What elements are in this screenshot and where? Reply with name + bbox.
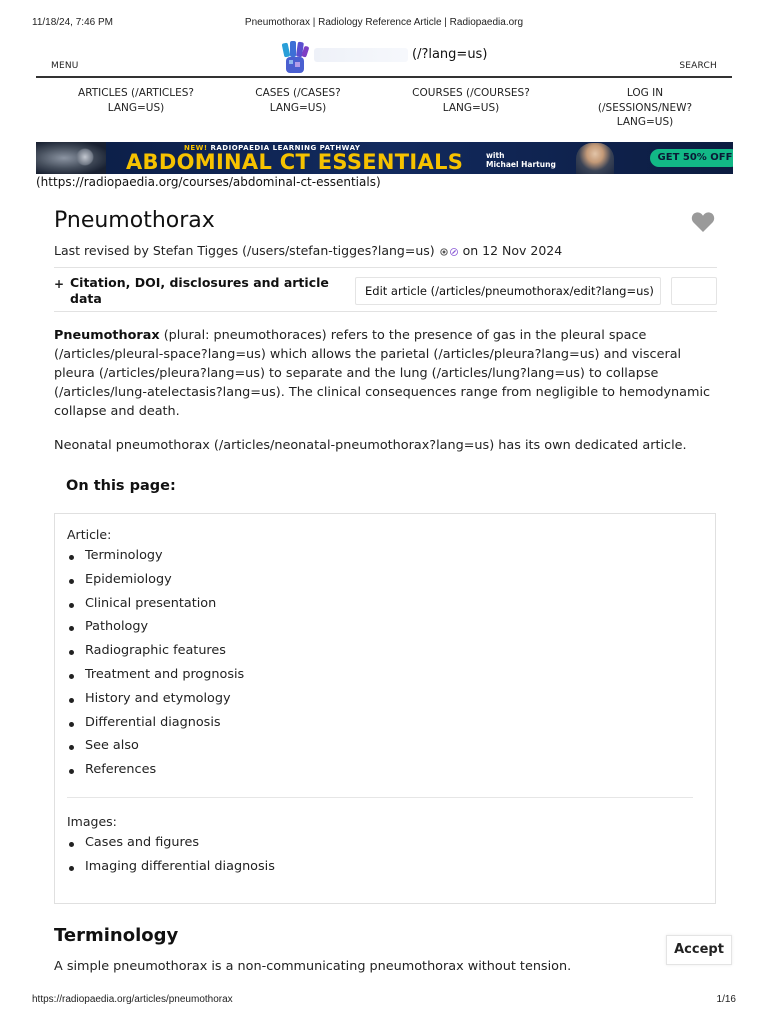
print-header [32,17,736,31]
toc-item[interactable]: Terminology [68,548,244,572]
print-url: https://radiopaedia.org/articles/pneumothorax [32,994,233,1005]
edit-article-button[interactable]: Edit article (/articles/pneumothorax/edit?lang=us) [355,277,661,305]
eye-icon [440,248,448,256]
banner-new-tag: NEW! [184,144,208,152]
revised-by-link[interactable]: Last revised by Stefan Tigges (/users/stefan-tigges?lang=us) [54,243,435,258]
neonatal-paragraph: Neonatal pneumothorax (/articles/neonatal-pneumothorax?lang=us) has its own dedicated article. [54,438,687,453]
toc-images-list [68,835,275,883]
banner-link[interactable]: (https://radiopaedia.org/courses/abdominal-ct-essentials) [36,175,381,189]
nav-articles-label: ARTICLES (/ARTICLES? LANG=US) [78,87,194,114]
nav-login-label: LOG IN (/SESSIONS/NEW? LANG=US) [597,87,693,128]
print-footer [32,994,736,1008]
citation-toggle[interactable]: Citation, DOI, disclosures and article data [70,275,329,306]
course-banner[interactable] [36,142,733,174]
toc-heading: On this page: [66,478,176,494]
radiopaedia-logo-icon[interactable] [280,41,310,75]
nav-courses[interactable] [386,86,556,115]
toc-divider [67,797,693,798]
logo-wordmark [314,48,408,62]
toc-item[interactable]: History and etymology [68,691,244,715]
print-datetime: 11/18/24, 7:46 PM [32,17,113,28]
nav-login[interactable] [560,86,730,130]
intro-term: Pneumothorax [54,328,160,343]
toc-item[interactable]: Imaging differential diagnosis [68,859,275,883]
intro-text: (plural: pneumothoraces) refers to the presence of gas in the pleural space (/articles/pleural-space?lang=us) which allows the parietal (/articles/pleura?lang=us) and visceral pleura (/articles/pleura?lang=us) to separate and the lung (/articles/lung?lang=us) to collapse (/articles/lung-atelectasis?lang=us). The clinical consequences range from negligible to hemodynamic collapse and death. [54,328,711,419]
accept-cookies-button[interactable]: Accept [666,935,732,965]
ct-scan-image [36,142,106,174]
banner-with: with [486,151,505,160]
article-actions-button[interactable] [671,277,717,305]
heart-icon[interactable] [691,211,715,233]
main-nav [36,86,732,134]
intro-paragraph [54,326,718,421]
toc-item[interactable]: Pathology [68,619,244,643]
print-page-title: Pneumothorax | Radiology Reference Article | Radiopaedia.org [244,17,524,28]
header-rule [36,76,732,78]
toc-item[interactable]: See also [68,738,244,762]
toc-item[interactable]: Epidemiology [68,572,244,596]
nav-courses-label: COURSES (/COURSES? LANG=US) [412,87,530,114]
toc-article-label: Article: [67,527,112,542]
toc-item[interactable]: Cases and figures [68,835,275,859]
search-button[interactable]: SEARCH [679,61,717,71]
toc-article-list [68,548,244,786]
toc-item[interactable]: Differential diagnosis [68,715,244,739]
toc-item[interactable]: Clinical presentation [68,596,244,620]
page-title: Pneumothorax [54,208,215,233]
terminology-heading: Terminology [54,925,179,946]
nav-cases[interactable] [213,86,383,115]
print-page-number: 1/16 [716,994,736,1005]
table-of-contents [54,513,716,904]
banner-pathway-label: RADIOPAEDIA LEARNING PATHWAY [210,144,361,152]
toc-item[interactable]: Radiographic features [68,643,244,667]
terminology-text: A simple pneumothorax is a non-communicating pneumothorax without tension. [54,959,572,974]
pencil-icon [450,248,458,256]
revised-date: on 12 Nov 2024 [462,243,563,258]
toc-images-label: Images: [67,814,117,829]
banner-presenter [486,151,556,169]
revision-info [54,243,562,258]
banner-presenter-name: Michael Hartung [486,160,556,169]
banner-cta-button[interactable]: GET 50% OFF [650,149,733,167]
home-link[interactable]: (/?lang=us) [412,47,488,62]
toc-item[interactable]: References [68,762,244,786]
toc-item[interactable]: Treatment and prognosis [68,667,244,691]
nav-articles[interactable] [51,86,221,115]
menu-button[interactable]: MENU [51,61,79,71]
banner-headline: ABDOMINAL CT ESSENTIALS [126,150,464,174]
expand-icon[interactable]: + [54,277,65,291]
citation-row [54,267,717,312]
nav-cases-label: CASES (/CASES? LANG=US) [255,87,341,114]
presenter-photo [576,143,614,174]
